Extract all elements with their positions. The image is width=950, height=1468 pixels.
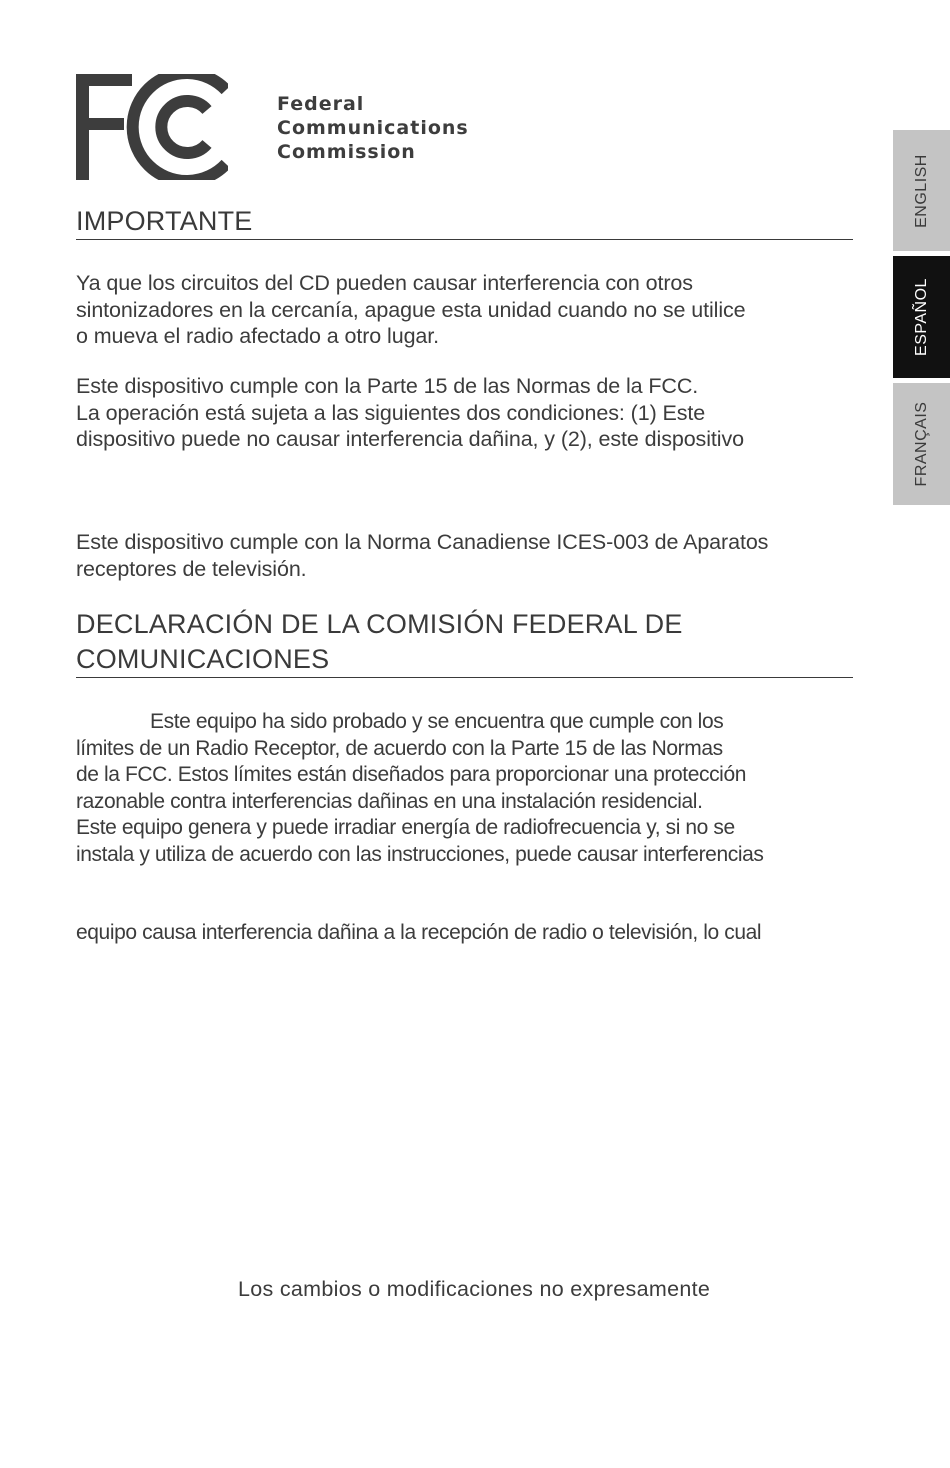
tab-francais[interactable] (893, 383, 950, 505)
fcc-logo-mark (76, 74, 228, 180)
logo-line-commission: Commission (277, 141, 416, 163)
tab-label: FRANÇAIS (912, 401, 930, 487)
heading-importante: IMPORTANTE (76, 204, 853, 240)
heading-declaracion-fcc (76, 607, 853, 678)
paragraph-cd-interference (76, 270, 866, 350)
paragraph-fcc-part15 (76, 373, 866, 453)
tab-english[interactable] (893, 130, 950, 251)
logo-line-communications: Communications (277, 117, 469, 139)
logo-line-federal: Federal (277, 93, 365, 115)
text-line: o mueva el radio afectado a otro lugar. (76, 324, 440, 348)
text-line: Este dispositivo cumple con la Norma Canadiense ICES-003 de Aparatos (76, 530, 769, 554)
text-line: La operación está sujeta a las siguientes dos condiciones: (1) Este (76, 400, 706, 425)
text-line: dispositivo puede no causar interferencia dañina, y (2), este dispositivo (76, 427, 744, 451)
text-line: Este equipo genera y puede irradiar energía de radiofrecuencia y, si no se (76, 816, 735, 839)
text-line: instala y utiliza de acuerdo con las instrucciones, puede causar interferencias (76, 842, 764, 866)
text-line: receptores de televisión. (76, 556, 307, 581)
paragraph-interference-reception (76, 920, 866, 947)
text-line: razonable contra interferencias dañinas en una instalación residencial. (76, 789, 703, 813)
text-line: Este dispositivo cumple con la Parte 15 de las Normas de la FCC. (76, 374, 699, 398)
fcc-logo-text (277, 92, 469, 164)
text-line: equipo causa interferencia dañina a la recepción de radio o televisión, lo cual (76, 921, 762, 944)
text-line: sintonizadores en la cercanía, apague esta unidad cuando no se utilice (76, 297, 746, 322)
tab-label: ESPAÑOL (912, 278, 930, 356)
paragraph-modifications (238, 1276, 950, 1303)
text-line: límites de un Radio Receptor, de acuerdo con la Parte 15 de las Normas (76, 736, 723, 760)
paragraph-radio-receptor (76, 709, 866, 868)
heading-line: DECLARACIÓN DE LA COMISIÓN FEDERAL DE (76, 609, 683, 639)
text-line: Ya que los circuitos del CD pueden causar interferencia con otros (76, 271, 693, 295)
text-line: Este equipo ha sido probado y se encuentra que cumple con los (150, 710, 724, 733)
text-line: Los cambios o modificaciones no expresamente (238, 1277, 711, 1301)
heading-line: COMUNICACIONES (76, 644, 330, 674)
text-line: de la FCC. Estos límites están diseñados para proporcionar una protección (76, 763, 747, 786)
tab-espanol[interactable] (893, 256, 950, 378)
tab-label: ENGLISH (912, 153, 930, 228)
paragraph-ices-003 (76, 529, 866, 582)
